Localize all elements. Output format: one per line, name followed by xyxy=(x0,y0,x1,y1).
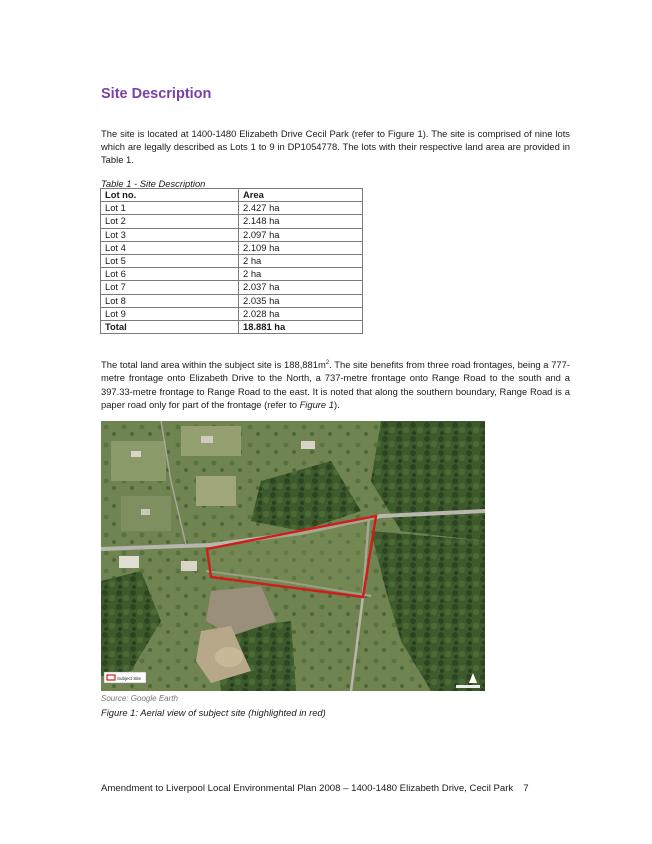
table-row xyxy=(101,281,363,294)
section-heading: Site Description xyxy=(101,86,212,102)
land-area-text-3: ). xyxy=(333,398,340,410)
figure-reference: Figure 1 xyxy=(299,398,334,410)
aerial-map xyxy=(101,421,485,691)
lot-number-cell: Lot 7 xyxy=(101,281,239,294)
table-row xyxy=(101,268,363,281)
map-legend xyxy=(104,672,146,683)
lot-number-cell: Lot 4 xyxy=(101,241,239,254)
lot-area-cell: 2.028 ha xyxy=(239,307,363,320)
lot-area-cell: 2.037 ha xyxy=(239,281,363,294)
lot-number-cell: Lot 1 xyxy=(101,202,239,215)
land-area-text-1: The total land area within the subject site is 188,881m xyxy=(101,359,326,371)
total-area-cell: 18.881 ha xyxy=(239,321,363,334)
land-area-text-2: . The site benefits from three road frontages, being a 777-metre frontage onto Elizabeth Drive to the North, a 737-metre frontage onto Range Road to the south and a 397.33-metre frontage to Range Road to the east. It is noted that along the southern boundary, Range Road is a paper road only for part of the frontage (refer to xyxy=(101,359,570,410)
figure-source: Source: Google Earth xyxy=(101,694,178,703)
lot-area-cell: 2 ha xyxy=(239,255,363,268)
building xyxy=(301,441,315,449)
building xyxy=(141,509,150,515)
paddock-1 xyxy=(111,441,166,481)
table-row xyxy=(101,215,363,228)
table-row xyxy=(101,241,363,254)
lot-number-cell: Lot 3 xyxy=(101,228,239,241)
lot-area-cell: 2 ha xyxy=(239,268,363,281)
page-footer xyxy=(101,783,529,794)
legend-label: Subject Site xyxy=(117,676,142,681)
table-total-row xyxy=(101,321,363,334)
paddock-4 xyxy=(196,476,236,506)
table-row xyxy=(101,202,363,215)
lot-area-cell: 2.035 ha xyxy=(239,294,363,307)
scale-bar xyxy=(456,685,480,688)
page-number: 7 xyxy=(523,783,529,794)
table-row xyxy=(101,294,363,307)
building xyxy=(119,556,139,568)
table-row xyxy=(101,307,363,320)
superscript-2: 2 xyxy=(325,360,330,366)
column-header-lot: Lot no. xyxy=(101,189,239,202)
lot-number-cell: Lot 6 xyxy=(101,268,239,281)
lot-number-cell: Lot 5 xyxy=(101,255,239,268)
lot-area-cell: 2.097 ha xyxy=(239,228,363,241)
lot-number-cell: Lot 8 xyxy=(101,294,239,307)
aerial-map-figure xyxy=(101,421,485,691)
footer-text: Amendment to Liverpool Local Environmental Plan 2008 – 1400-1480 Elizabeth Drive, Cecil Park xyxy=(101,783,514,794)
building xyxy=(201,436,213,443)
lot-number-cell: Lot 9 xyxy=(101,307,239,320)
figure-caption: Figure 1: Aerial view of subject site (highlighted in red) xyxy=(101,707,326,718)
total-label-cell: Total xyxy=(101,321,239,334)
land-area-paragraph xyxy=(101,357,570,411)
intro-paragraph: The site is located at 1400-1480 Elizabeth Drive Cecil Park (refer to Figure 1). The site is comprised of nine lots which are legally described as Lots 1 to 9 in DP1054778. The lots with their respective land area are provided in Table 1. xyxy=(101,128,570,166)
building xyxy=(181,561,197,571)
table-row xyxy=(101,228,363,241)
quarry-pit xyxy=(215,647,243,667)
lot-area-cell: 2.109 ha xyxy=(239,241,363,254)
lot-area-cell: 2.148 ha xyxy=(239,215,363,228)
lot-number-cell: Lot 2 xyxy=(101,215,239,228)
table-header-row xyxy=(101,189,363,202)
column-header-area: Area xyxy=(239,189,363,202)
table-caption: Table 1 - Site Description xyxy=(101,178,206,189)
site-description-table xyxy=(100,188,363,334)
building xyxy=(131,451,141,457)
table-row xyxy=(101,255,363,268)
lot-area-cell: 2.427 ha xyxy=(239,202,363,215)
